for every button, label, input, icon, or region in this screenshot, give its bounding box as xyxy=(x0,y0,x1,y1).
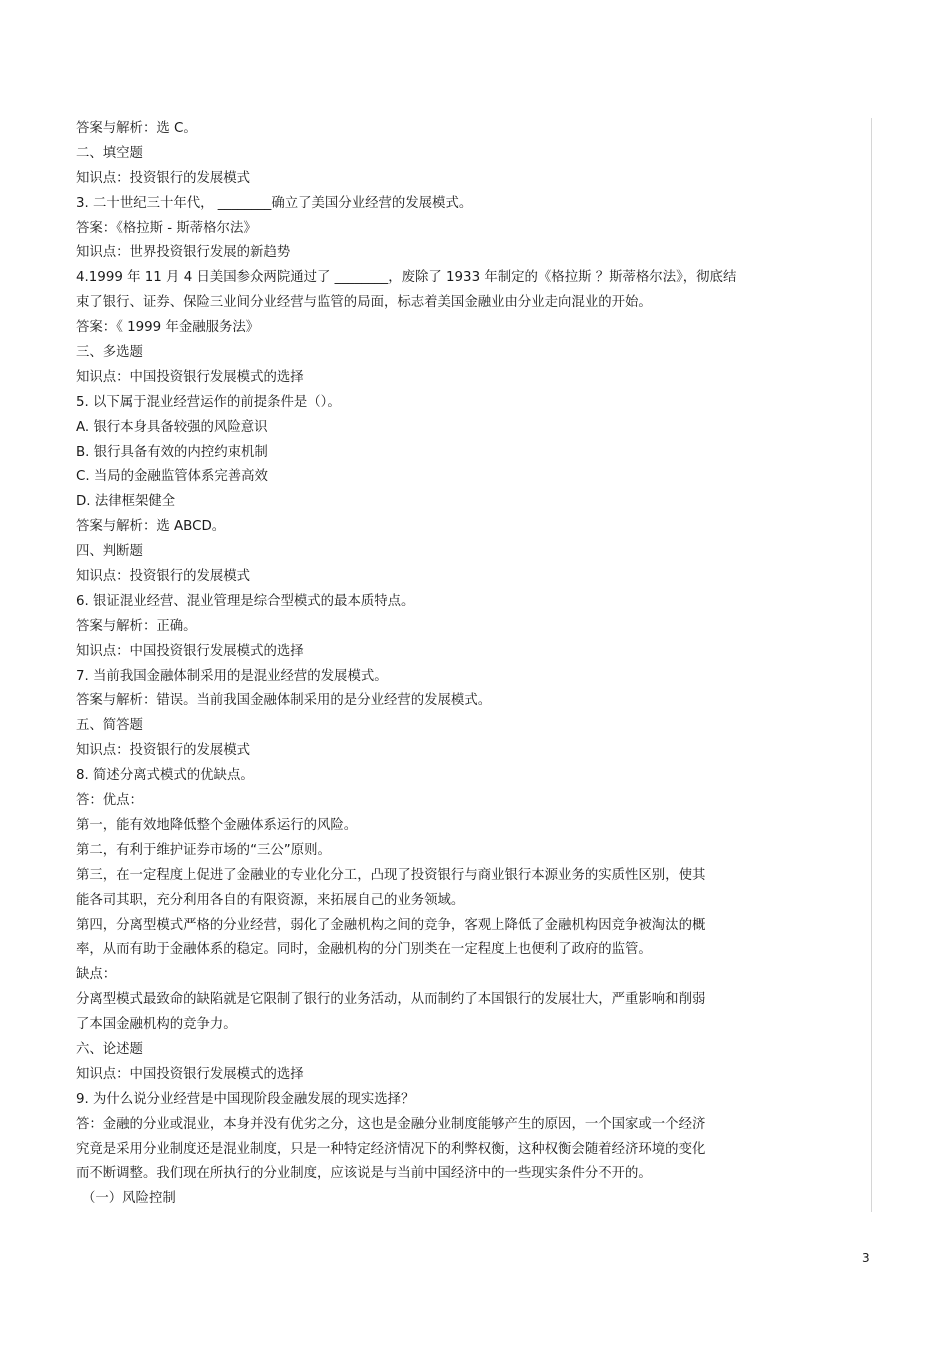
question-text: 9. 为什么说分业经营是中国现阶段金融发展的现实选择？ xyxy=(76,1091,415,1107)
answer-subheading: （一）风险控制 xyxy=(82,1191,176,1207)
knowledge-point: 知识点：中国投资银行发展模式的选择 xyxy=(76,1066,304,1082)
page-margin-rule xyxy=(871,118,872,1212)
answer-line: 答：优点： xyxy=(76,793,143,809)
answer-paragraph: 第三，在一定程度上促进了金融业的专业化分工，凸现了投资银行与商业银行本源业务的实质性区别，使其 xyxy=(76,867,706,883)
option-b: B. 银行具备有效的内控约束机制 xyxy=(76,444,268,460)
answer-line: 答案与解析：正确。 xyxy=(76,618,197,634)
section-heading: 六、论述题 xyxy=(76,1041,143,1057)
answer-paragraph-continued: 能各司其职，充分利用各自的有限资源，来拓展自己的业务领域。 xyxy=(76,892,465,908)
answer-paragraph: 第二，有利于维护证券市场的“三公”原则。 xyxy=(76,842,331,858)
answer-paragraph: 第一，能有效地降低整个金融体系运行的风险。 xyxy=(76,817,358,833)
section-heading: 五、简答题 xyxy=(76,718,143,734)
option-d: D. 法律框架健全 xyxy=(76,494,176,510)
knowledge-point: 知识点：中国投资银行发展模式的选择 xyxy=(76,643,304,659)
question-text: 4.1999 年 11 月 4 日美国参众两院通过了 ________，废除了 1933 年制定的《格拉斯 ？斯蒂格尔法》，彻底结 xyxy=(76,270,737,286)
question-text-continued: 束了银行、证券、保险三业间分业经营与监管的局面，标志着美国金融业由分业走向混业的开始。 xyxy=(76,295,652,311)
knowledge-point: 知识点：投资银行的发展模式 xyxy=(76,170,251,186)
answer-paragraph: 分离型模式最致命的缺陷就是它限制了银行的业务活动，从而制约了本国银行的发展壮大，严重影响和削弱 xyxy=(76,992,706,1008)
answer-line: 答案：《 1999 年金融服务法》 xyxy=(76,320,260,336)
answer-paragraph-continued: 了本国金融机构的竞争力。 xyxy=(76,1017,237,1033)
section-heading: 三、多选题 xyxy=(76,345,143,361)
question-text: 3. 二十世纪三十年代， ________确立了美国分业经营的发展模式。 xyxy=(76,195,473,211)
question-text: 8. 简述分离式模式的优缺点。 xyxy=(76,768,254,784)
answer-paragraph: 第四，分离型模式严格的分业经营，弱化了金融机构之间的竞争，客观上降低了金融机构因竞争被淘汰的概 xyxy=(76,917,706,933)
answer-line: 答案：《格拉斯 - 斯蒂格尔法》 xyxy=(76,220,257,236)
answer-paragraph-continued: 而不断调整。我们现在所执行的分业制度，应该说是与当前中国经济中的一些现实条件分不开的。 xyxy=(76,1166,652,1182)
question-text: 7. 当前我国金融体制采用的是混业经营的发展模式。 xyxy=(76,668,388,684)
page-number: 3 xyxy=(862,1251,870,1265)
section-heading: 二、填空题 xyxy=(76,145,143,161)
answer-paragraph-continued: 究竟是采用分业制度还是混业制度，只是一种特定经济情况下的利弊权衡，这种权衡会随着经济环境的变化 xyxy=(76,1141,706,1157)
document-body xyxy=(76,117,856,1212)
answer-line: 答案与解析：错误。当前我国金融体制采用的是分业经营的发展模式。 xyxy=(76,693,492,709)
knowledge-point: 知识点：中国投资银行发展模式的选择 xyxy=(76,369,304,385)
option-a: A. 银行本身具备较强的风险意识 xyxy=(76,419,268,435)
answer-paragraph-continued: 率，从而有助于金融体系的稳定。同时，金融机构的分门别类在一定程度上也便利了政府的监管。 xyxy=(76,942,652,958)
knowledge-point: 知识点：世界投资银行发展的新趋势 xyxy=(76,245,291,261)
answer-subheading: 缺点： xyxy=(76,967,117,983)
question-text: 6. 银证混业经营、混业管理是综合型模式的最本质特点。 xyxy=(76,593,415,609)
section-heading: 四、判断题 xyxy=(76,544,143,560)
answer-paragraph: 答：金融的分业或混业，本身并没有优劣之分，这也是金融分业制度能够产生的原因，一个国家或一个经济 xyxy=(76,1116,706,1132)
question-text: 5. 以下属于混业经营运作的前提条件是（）。 xyxy=(76,394,341,410)
knowledge-point: 知识点：投资银行的发展模式 xyxy=(76,569,251,585)
answer-line: 答案与解析：选 C。 xyxy=(76,121,197,136)
knowledge-point: 知识点：投资银行的发展模式 xyxy=(76,743,251,759)
option-c: C. 当局的金融监管体系完善高效 xyxy=(76,469,268,485)
answer-line: 答案与解析：选 ABCD。 xyxy=(76,519,226,535)
